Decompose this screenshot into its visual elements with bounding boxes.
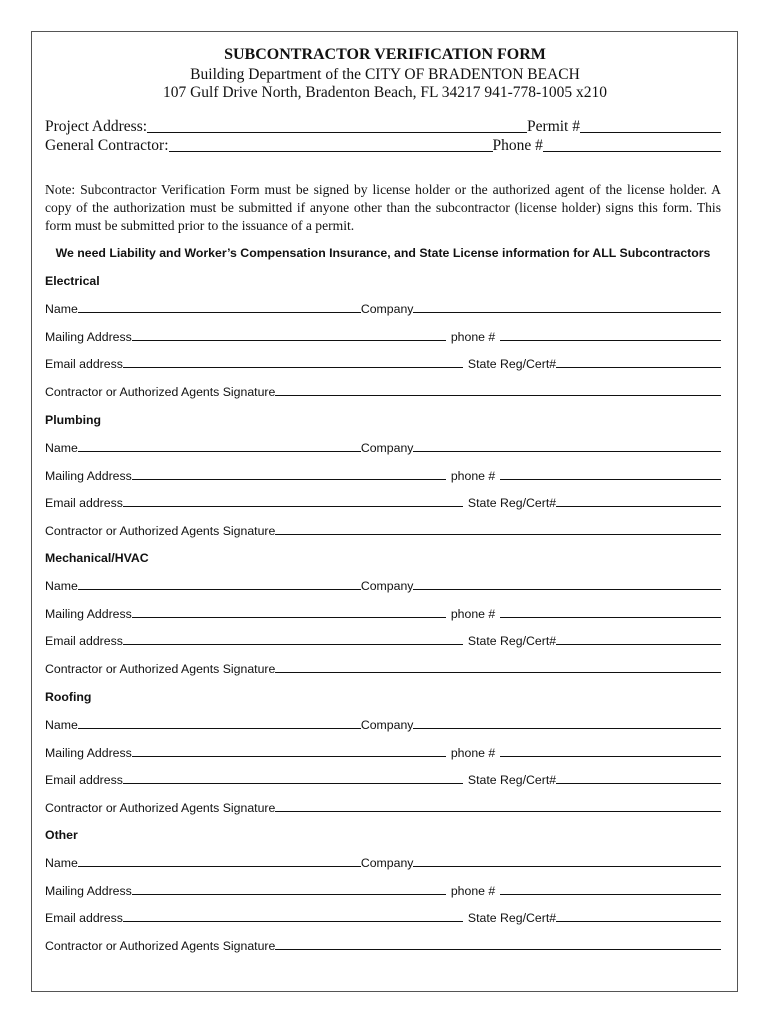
- signature-input[interactable]: [275, 534, 721, 535]
- company-input[interactable]: [413, 589, 721, 590]
- mailing-address-label: Mailing Address: [45, 745, 132, 760]
- section-row: [45, 714, 721, 732]
- general-contractor-row: [45, 137, 721, 155]
- section-title: Mechanical/HVAC: [45, 551, 149, 565]
- company-label: Company: [360, 717, 414, 732]
- email-address-label: Email address: [45, 495, 123, 510]
- section-row: [45, 880, 721, 898]
- company-input[interactable]: [413, 312, 721, 313]
- mailing-address-label: Mailing Address: [45, 468, 132, 483]
- general-contractor-input[interactable]: [175, 151, 493, 152]
- department-name: Building Department of the CITY OF BRADENTON BEACH: [190, 66, 580, 83]
- signature-label: Contractor or Authorized Agents Signature: [45, 939, 276, 953]
- section-row: [45, 437, 721, 455]
- state-reg-label: State Reg/Cert#: [467, 772, 557, 787]
- section-row: [45, 852, 721, 870]
- email-address-input[interactable]: [123, 367, 463, 368]
- email-address-label: Email address: [45, 357, 123, 371]
- state-reg-label: State Reg/Cert#: [467, 495, 557, 510]
- phone-input[interactable]: [543, 151, 721, 152]
- phone-label: phone #: [450, 745, 496, 760]
- section-row: [45, 326, 721, 344]
- name-label: Name: [45, 856, 78, 870]
- signature-label: Contractor or Authorized Agents Signature: [45, 662, 276, 676]
- name-input[interactable]: [78, 866, 361, 867]
- mailing-address-input[interactable]: [132, 756, 446, 757]
- email-address-label: Email address: [45, 772, 123, 787]
- project-address-row: [45, 118, 721, 136]
- section-row: [45, 769, 721, 787]
- page-border: [31, 31, 738, 992]
- phone-input[interactable]: [500, 756, 721, 757]
- email-address-input[interactable]: [123, 921, 463, 922]
- company-label: Company: [360, 579, 414, 593]
- email-address-input[interactable]: [123, 783, 463, 784]
- signature-input[interactable]: [275, 811, 721, 812]
- phone-label: phone #: [450, 607, 496, 621]
- name-label: Name: [45, 717, 78, 732]
- email-address-input[interactable]: [123, 506, 463, 507]
- state-reg-input[interactable]: [556, 367, 721, 368]
- mailing-address-input[interactable]: [132, 617, 446, 618]
- permit-input[interactable]: [580, 132, 721, 133]
- mailing-address-label: Mailing Address: [45, 607, 132, 621]
- state-reg-label: State Reg/Cert#: [467, 634, 557, 648]
- form-title: SUBCONTRACTOR VERIFICATION FORM: [224, 46, 546, 63]
- phone-label: Phone #: [492, 137, 543, 154]
- mailing-address-input[interactable]: [132, 479, 446, 480]
- project-address-label: Project Address:: [45, 118, 148, 135]
- section-title: Plumbing: [45, 412, 102, 427]
- company-label: Company: [360, 302, 414, 316]
- requirement-text: We need Liability and Worker’s Compensation Insurance, and State License information for ALL Subcontractors: [55, 246, 711, 260]
- section-row: [45, 907, 721, 925]
- name-label: Name: [45, 302, 78, 316]
- state-reg-label: State Reg/Cert#: [467, 911, 557, 925]
- state-reg-label: State Reg/Cert#: [467, 357, 557, 371]
- note-text: Note: Subcontractor Verification Form must be signed by license holder or the authorized agent of the license holder. A copy of the authorization must be submitted if anyone other than the subcontractor (license holder) signs this form. This form must be submitted prior to the issuance of a permit.: [45, 182, 721, 233]
- state-reg-input[interactable]: [556, 506, 721, 507]
- department-address: 107 Gulf Drive North, Bradenton Beach, FL 34217 941-778-1005 x210: [162, 84, 608, 101]
- phone-input[interactable]: [500, 894, 721, 895]
- signature-input[interactable]: [275, 672, 721, 673]
- company-label: Company: [360, 440, 414, 455]
- section-row: [45, 935, 721, 953]
- state-reg-input[interactable]: [556, 783, 721, 784]
- phone-input[interactable]: [500, 479, 721, 480]
- section-row: [45, 298, 721, 316]
- signature-label: Contractor or Authorized Agents Signature: [45, 800, 276, 815]
- name-label: Name: [45, 579, 78, 593]
- signature-input[interactable]: [275, 395, 721, 396]
- section-row: [45, 742, 721, 760]
- phone-label: phone #: [450, 468, 496, 483]
- mailing-address-input[interactable]: [132, 340, 446, 341]
- section-row: [45, 465, 721, 483]
- section-title: Roofing: [45, 689, 92, 704]
- section-title: Electrical: [45, 274, 100, 288]
- email-address-label: Email address: [45, 634, 123, 648]
- section-row: [45, 797, 721, 815]
- name-label: Name: [45, 440, 78, 455]
- state-reg-input[interactable]: [556, 644, 721, 645]
- mailing-address-label: Mailing Address: [45, 330, 132, 344]
- section-row: [45, 658, 721, 676]
- project-address-input[interactable]: [155, 132, 527, 133]
- mailing-address-label: Mailing Address: [45, 884, 132, 898]
- signature-label: Contractor or Authorized Agents Signature: [45, 385, 276, 399]
- general-contractor-label: General Contractor:: [45, 137, 169, 154]
- company-input[interactable]: [413, 728, 721, 729]
- company-label: Company: [360, 856, 414, 870]
- permit-label: Permit #: [527, 118, 580, 135]
- phone-label: phone #: [450, 330, 496, 344]
- mailing-address-input[interactable]: [132, 894, 446, 895]
- section-row: [45, 353, 721, 371]
- name-input[interactable]: [78, 451, 361, 452]
- name-input[interactable]: [78, 589, 361, 590]
- section-row: [45, 381, 721, 399]
- section-row: [45, 603, 721, 621]
- phone-input[interactable]: [500, 340, 721, 341]
- section-row: [45, 630, 721, 648]
- phone-input[interactable]: [500, 617, 721, 618]
- phone-label: phone #: [450, 884, 496, 898]
- section-row: [45, 520, 721, 538]
- section-row: [45, 575, 721, 593]
- name-input[interactable]: [78, 312, 361, 313]
- email-address-input[interactable]: [123, 644, 463, 645]
- section-row: [45, 492, 721, 510]
- section-title: Other: [45, 828, 78, 842]
- company-input[interactable]: [413, 451, 721, 452]
- name-input[interactable]: [78, 728, 361, 729]
- signature-label: Contractor or Authorized Agents Signature: [45, 523, 276, 538]
- company-input[interactable]: [413, 866, 721, 867]
- signature-input[interactable]: [275, 949, 721, 950]
- state-reg-input[interactable]: [556, 921, 721, 922]
- email-address-label: Email address: [45, 911, 123, 925]
